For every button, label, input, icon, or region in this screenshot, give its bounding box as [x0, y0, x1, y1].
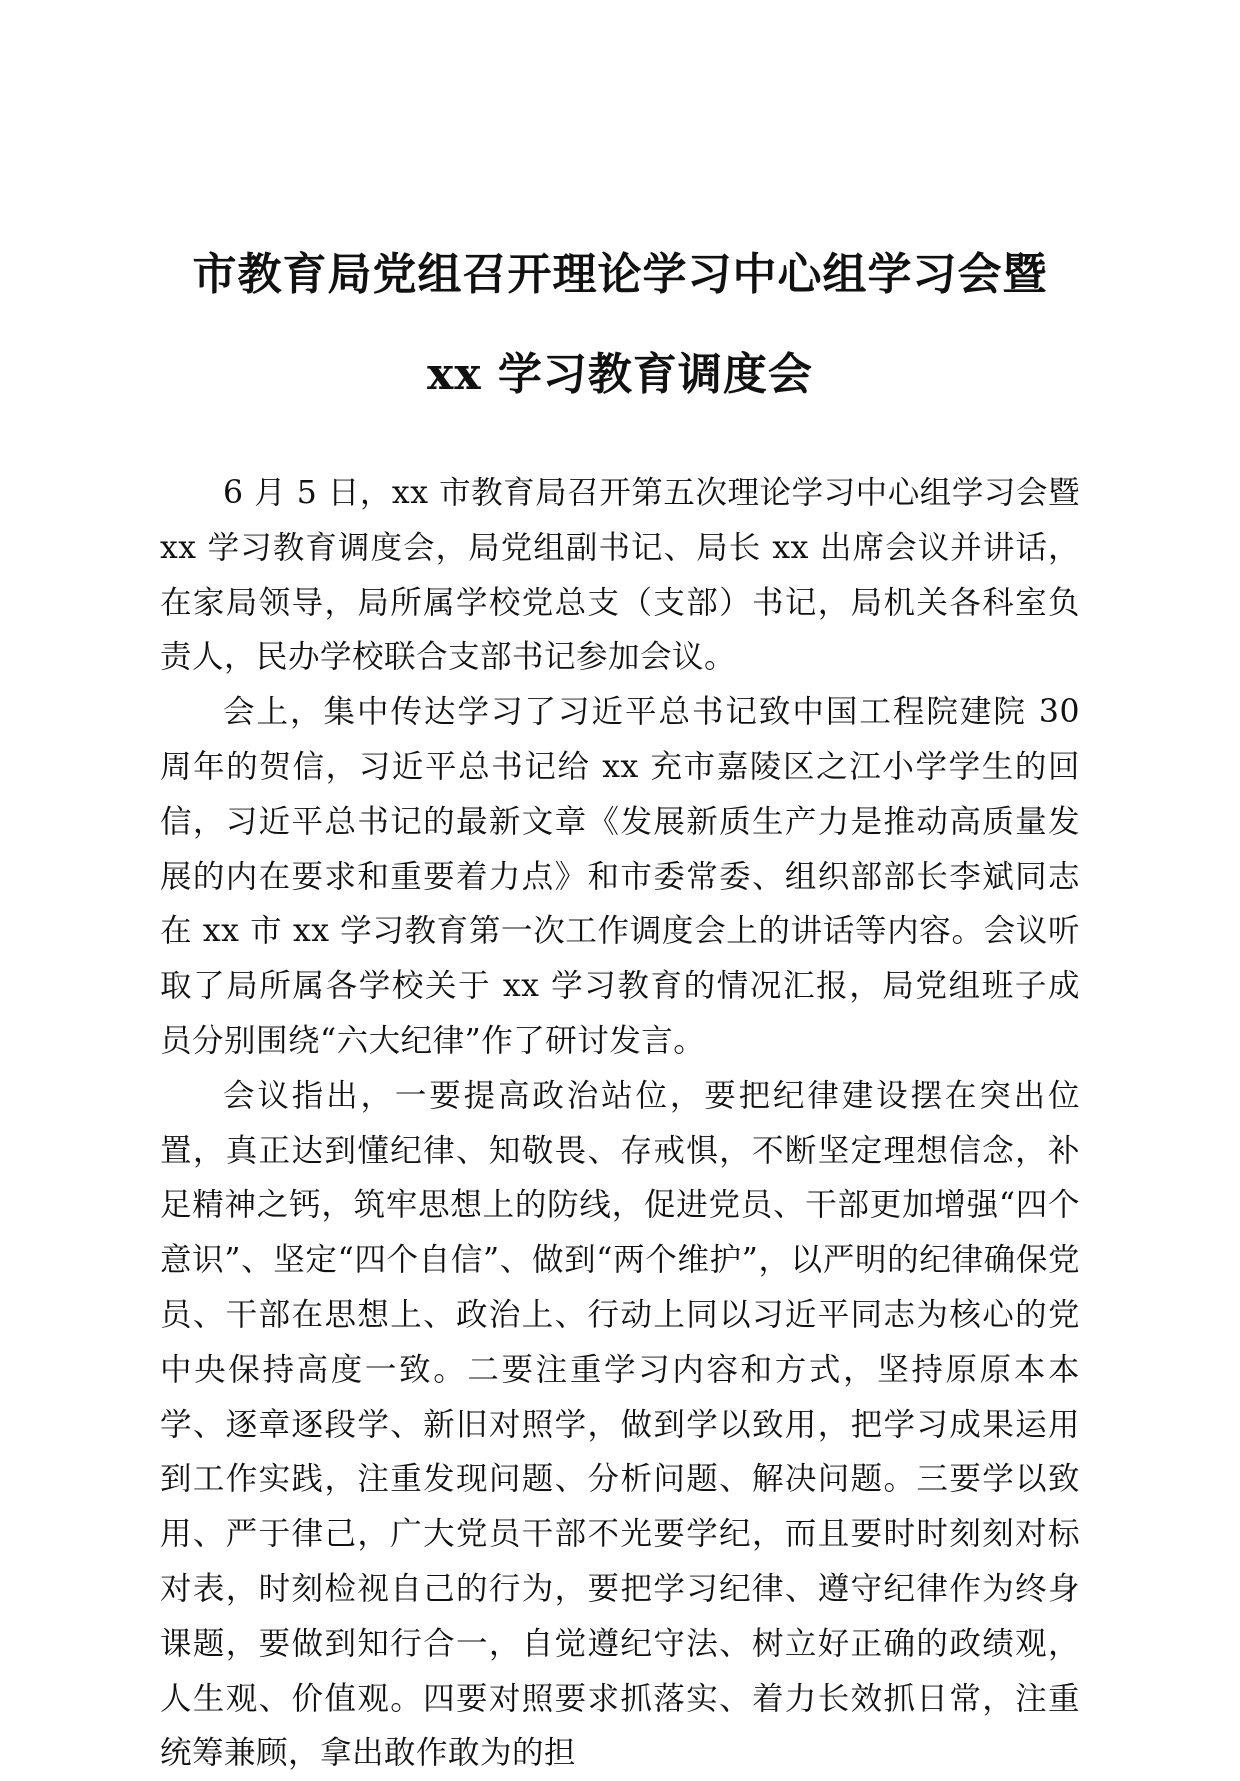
paragraph-2: 会上，集中传达学习了习近平总书记致中国工程院建院 30 周年的贺信，习近平总书记给 xx 充市嘉陵区之江小学学生的回信，习近平总书记的最新文章《发展新质生产力是推动高质量发展的内在要求和重要着力点》和市委常委、组织部部长李斌同志在 xx 市 xx 学习教育第一次工作调度会上的讲话等内容。会议听取了局所属各学校关于 xx 学习教育的情况汇报，局党组班子成员分别围绕“六大纪律”作了研讨发言。	[160, 694, 1080, 1059]
paragraph-3: 会议指出，一要提高政治站位，要把纪律建设摆在突出位置，真正达到懂纪律、知敬畏、存戒惧，不断坚定理想信念，补足精神之钙，筑牢思想上的防线，促进党员、干部更加增强“四个意识”、坚定“四个自信”、做到“两个维护”，以严明的纪律确保党员、干部在思想上、政治上、行动上同以习近平同志为核心的党中央保持高度一致。二要注重学习内容和方式，坚持原原本本学、逐章逐段学、新旧对照学，做到学以致用，把学习成果运用到工作实践，注重发现问题、分析问题、解决问题。三要学以致用、严于律己，广大党员干部不光要学纪，而且要时时刻刻对标对表，时刻检视自己的行为，要把学习纪律、遵守纪律作为终身课题，要做到知行合一，自觉遵纪守法、树立好正确的政绩观，人生观、价值观。四要对照要求抓落实、着力长效抓日常，注重统筹兼顾，拿出敢作敢为的担	[160, 1077, 1080, 1772]
title-line-1: 市教育局党组召开理论学习中心组学习会暨	[192, 249, 1048, 300]
document-title	[160, 225, 1080, 425]
document-body	[160, 466, 1080, 1781]
title-line-2: xx 学习教育调度会	[427, 349, 813, 400]
paragraph-1: 6 月 5 日，xx 市教育局召开第五次理论学习中心组学习会暨 xx 学习教育调度会，局党组副书记、局长 xx 出席会议并讲话，在家局领导，局所属学校党总支（支部）书记，局机关各科室负责人，民办学校联合支部书记参加会议。	[160, 475, 1080, 676]
